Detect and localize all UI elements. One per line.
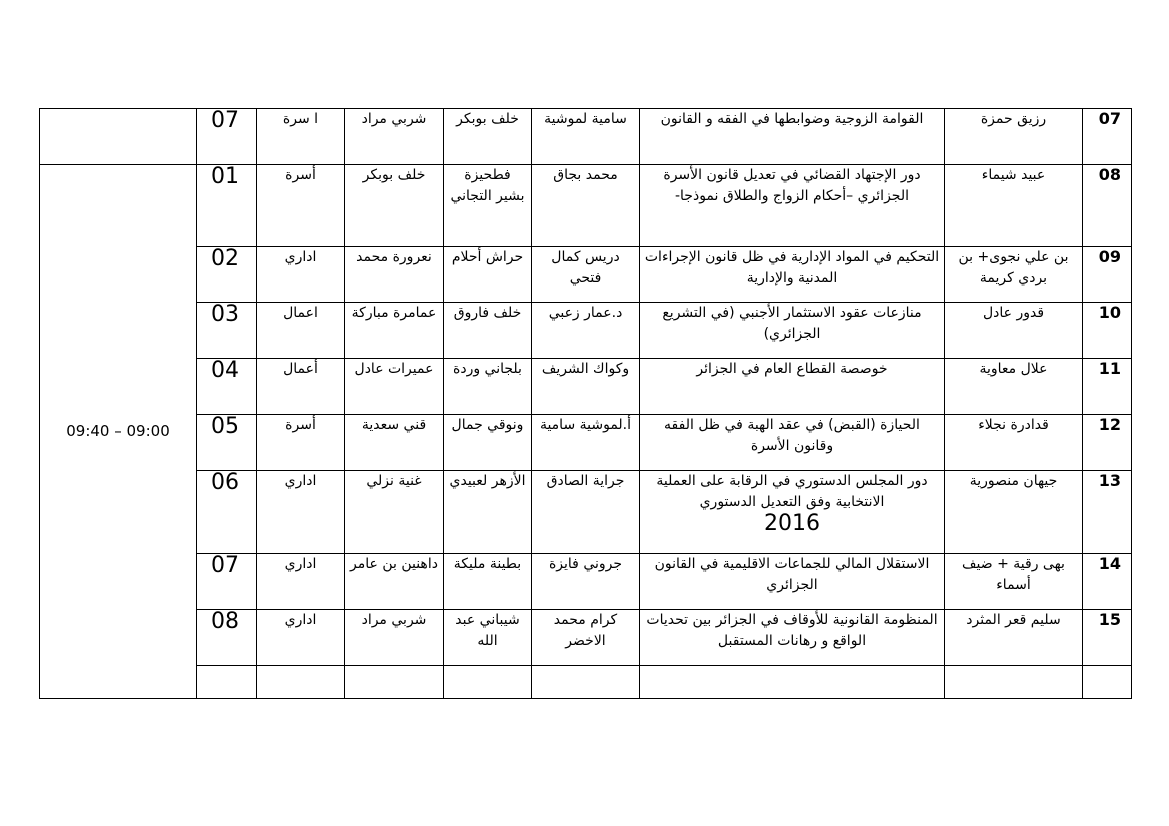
jury-member-1-cell: خلف بوبكر [444, 109, 532, 165]
table-row [40, 415, 1132, 471]
room-cell: 04 [197, 359, 257, 415]
empty-cell [640, 666, 945, 699]
student-cell: رزيق حمزة [945, 109, 1083, 165]
table-row [40, 247, 1132, 303]
supervisor-cell: أ.لموشية سامية [532, 415, 640, 471]
row-number-cell: 11 [1083, 359, 1132, 415]
specialty-cell: اداري [257, 554, 345, 610]
empty-cell [40, 109, 197, 165]
table-row [40, 554, 1132, 610]
empty-cell [444, 666, 532, 699]
room-cell: 07 [197, 554, 257, 610]
thesis-title-cell: دور الإجتهاد القضائي في تعديل قانون الأسرة الجزائري –أحكام الزواج والطلاق نموذجا- [640, 165, 945, 247]
row-number-cell: 07 [1083, 109, 1132, 165]
student-cell: قدور عادل [945, 303, 1083, 359]
specialty-cell: اعمال [257, 303, 345, 359]
supervisor-cell: د.عمار زعبي [532, 303, 640, 359]
specialty-cell: اداري [257, 247, 345, 303]
jury-member-2-cell: غنية نزلي [345, 471, 444, 554]
row-number-cell: 14 [1083, 554, 1132, 610]
table-row [40, 165, 1132, 247]
thesis-title-cell: الاستقلال المالي للجماعات الاقليمية في القانون الجزائري [640, 554, 945, 610]
row-number-cell: 10 [1083, 303, 1132, 359]
empty-cell [1083, 666, 1132, 699]
jury-member-1-cell: ونوقي جمال [444, 415, 532, 471]
supervisor-cell: محمد بجاق [532, 165, 640, 247]
room-cell: 05 [197, 415, 257, 471]
table-row [40, 610, 1132, 666]
jury-member-1-cell: الأزهر لعبيدي [444, 471, 532, 554]
specialty-cell: أسرة [257, 165, 345, 247]
empty-cell [532, 666, 640, 699]
jury-member-2-cell: داهنين بن عامر [345, 554, 444, 610]
thesis-title-cell: خوصصة القطاع العام في الجزائر [640, 359, 945, 415]
student-cell: بهى رقية + ضيف أسماء [945, 554, 1083, 610]
row-number-cell: 13 [1083, 471, 1132, 554]
room-cell: 02 [197, 247, 257, 303]
supervisor-cell: وكواك الشريف [532, 359, 640, 415]
student-cell: عبيد شيماء [945, 165, 1083, 247]
jury-member-2-cell: نعرورة محمد [345, 247, 444, 303]
supervisor-cell: جروني فايزة [532, 554, 640, 610]
room-cell: 03 [197, 303, 257, 359]
room-cell: 01 [197, 165, 257, 247]
table-row [40, 359, 1132, 415]
jury-member-2-cell: شربي مراد [345, 610, 444, 666]
jury-member-1-cell: بلجاني وردة [444, 359, 532, 415]
thesis-title-cell: الحيازة (القبض) في عقد الهبة في ظل الفقه وقانون الأسرة [640, 415, 945, 471]
row-number-cell: 08 [1083, 165, 1132, 247]
empty-cell [197, 666, 257, 699]
room-cell: 06 [197, 471, 257, 554]
thesis-title-cell [640, 471, 945, 554]
table-row [40, 471, 1132, 554]
supervisor-cell: كرام محمد الاخضر [532, 610, 640, 666]
supervisor-cell: دريس كمال فتحي [532, 247, 640, 303]
room-cell: 07 [197, 109, 257, 165]
jury-member-1-cell: خلف فاروق [444, 303, 532, 359]
specialty-cell: أسرة [257, 415, 345, 471]
thesis-title-cell: منازعات عقود الاستثمار الأجنبي (في التشريع الجزائري) [640, 303, 945, 359]
defense-schedule-table [39, 108, 1132, 699]
student-cell: جيهان منصورية [945, 471, 1083, 554]
jury-member-2-cell: شربي مراد [345, 109, 444, 165]
row-number-cell: 15 [1083, 610, 1132, 666]
student-cell: سليم قعر المثرد [945, 610, 1083, 666]
thesis-title-text: دور المجلس الدستوري في الرقابة على العملية الانتخابية وفق التعديل الدستوري [656, 473, 928, 510]
time-slot-cell: 09:40 – 09:00 [40, 165, 197, 699]
jury-member-2-cell: عميرات عادل [345, 359, 444, 415]
jury-member-2-cell: عمامرة مباركة [345, 303, 444, 359]
supervisor-cell: سامية لموشية [532, 109, 640, 165]
specialty-cell: اداري [257, 610, 345, 666]
student-cell: بن علي نجوى+ بن بردي كريمة [945, 247, 1083, 303]
table-row-empty [40, 666, 1132, 699]
jury-member-1-cell: فطحيزة بشير التجاني [444, 165, 532, 247]
table-row [40, 303, 1132, 359]
specialty-cell: اداري [257, 471, 345, 554]
thesis-title-year: 2016 [764, 511, 820, 536]
row-number-cell: 09 [1083, 247, 1132, 303]
empty-cell [945, 666, 1083, 699]
empty-cell [257, 666, 345, 699]
student-cell: علال معاوية [945, 359, 1083, 415]
thesis-title-cell: التحكيم في المواد الإدارية في ظل قانون الإجراءات المدنية والإدارية [640, 247, 945, 303]
jury-member-2-cell: قني سعدية [345, 415, 444, 471]
thesis-title-cell: القوامة الزوجية وضوابطها في الفقه و القانون [640, 109, 945, 165]
empty-cell [345, 666, 444, 699]
supervisor-cell: جراية الصادق [532, 471, 640, 554]
room-cell: 08 [197, 610, 257, 666]
thesis-title-cell: المنظومة القانونية للأوقاف في الجزائر بين تحديات الواقع و رهانات المستقبل [640, 610, 945, 666]
specialty-cell: أعمال [257, 359, 345, 415]
jury-member-1-cell: بطينة مليكة [444, 554, 532, 610]
jury-member-1-cell: شيباني عبد الله [444, 610, 532, 666]
jury-member-1-cell: حراش أحلام [444, 247, 532, 303]
table-row [40, 109, 1132, 165]
student-cell: قدادرة نجلاء [945, 415, 1083, 471]
row-number-cell: 12 [1083, 415, 1132, 471]
specialty-cell: ا سرة [257, 109, 345, 165]
jury-member-2-cell: خلف بوبكر [345, 165, 444, 247]
